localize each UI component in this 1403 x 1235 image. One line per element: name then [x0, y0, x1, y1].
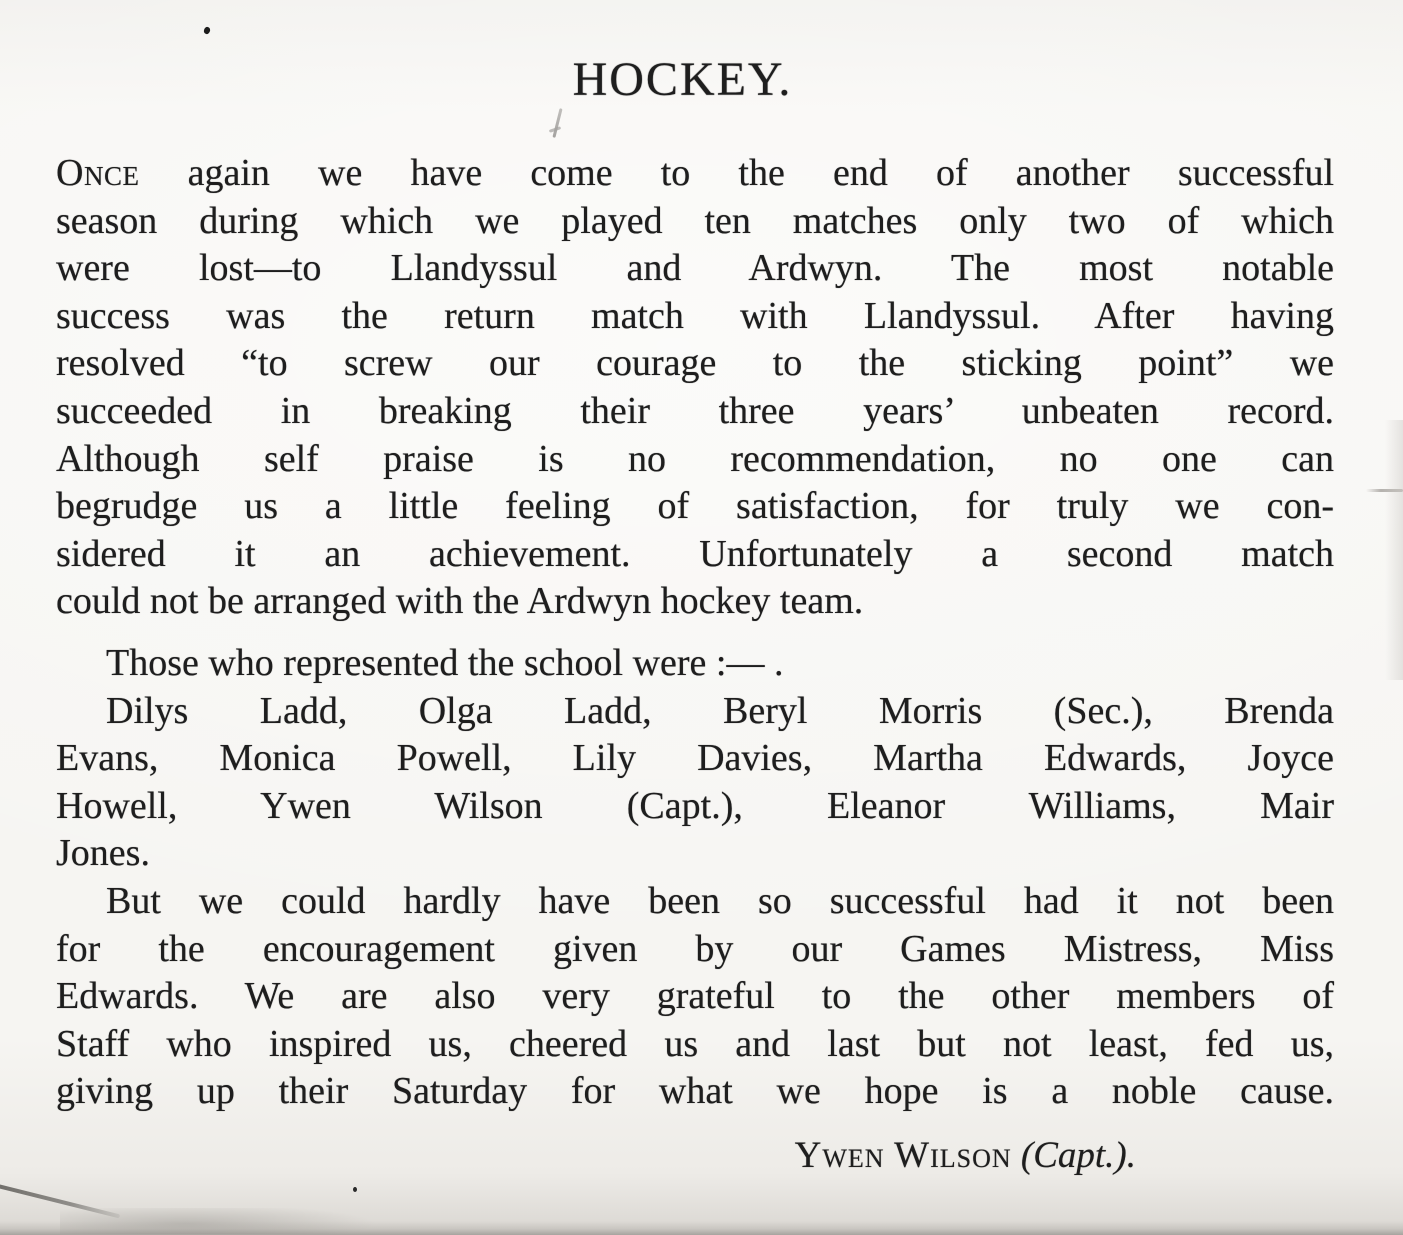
text-line: succeeded in breaking their three years’ unbeaten record. [56, 389, 1334, 432]
scan-artifact-dot [353, 1187, 357, 1192]
article-body [56, 150, 1334, 1179]
text-line: Evans, Monica Powell, Lily Davies, Martha Edwards, Joyce [56, 737, 1334, 780]
scan-artifact-pen-mark [552, 108, 562, 138]
first-line-text: again we have come to the end of another successful [187, 152, 1335, 194]
text-line: But we could hardly have been so successful had it not been [106, 879, 1334, 922]
text-line: Jones. [56, 832, 150, 875]
lead-word: Once [56, 152, 140, 194]
paragraph-intro [56, 150, 1334, 626]
text-line: success was the return match with Llandyssul. After having [56, 294, 1334, 337]
signature [56, 1132, 1334, 1180]
text-line: Edwards. We are also very grateful to the other members of [56, 975, 1334, 1018]
text-line: Dilys Ladd, Olga Ladd, Beryl Morris (Sec.), Brenda [106, 689, 1334, 732]
text-line: Staff who inspired us, cheered us and last but not least, fed us, [56, 1022, 1334, 1065]
scan-artifact-edge-sheen [1385, 420, 1403, 680]
article-title: HOCKEY. [572, 53, 793, 106]
text-line: resolved “to screw our courage to the sticking point” we [56, 342, 1334, 385]
text-line: sidered it an achievement. Unfortunately a second match [56, 532, 1334, 575]
signature-role: (Capt.). [1020, 1134, 1136, 1176]
scan-artifact-dot [203, 26, 211, 35]
text-line: season during which we played ten matches only two of which [56, 199, 1334, 242]
text-line: for the encouragement given by our Games Mistress, Miss [56, 927, 1334, 970]
text-line: could not be arranged with the Ardwyn hockey team. [56, 580, 864, 623]
paragraph-roster-intro: Those who represented the school were :— . [106, 641, 784, 684]
text-line: begrudge us a little feeling of satisfaction, for truly we con- [56, 485, 1334, 528]
text-line: Howell, Ywen Wilson (Capt.), Eleanor Williams, Mair [56, 784, 1334, 827]
text-line [56, 150, 1334, 198]
signature-name: Ywen Wilson [794, 1134, 1012, 1176]
team-roster [56, 688, 1334, 878]
text-line: were lost—to Llandyssul and Ardwyn. The most notable [56, 247, 1334, 290]
scan-artifact-page-edge [0, 1221, 1403, 1235]
text-line: Although self praise is no recommendation, no one can [56, 437, 1334, 480]
paragraph-intro-lines [56, 198, 1334, 626]
text-line: giving up their Saturday for what we hope is a noble cause. [56, 1070, 1334, 1113]
paragraph-thanks [56, 878, 1334, 1116]
